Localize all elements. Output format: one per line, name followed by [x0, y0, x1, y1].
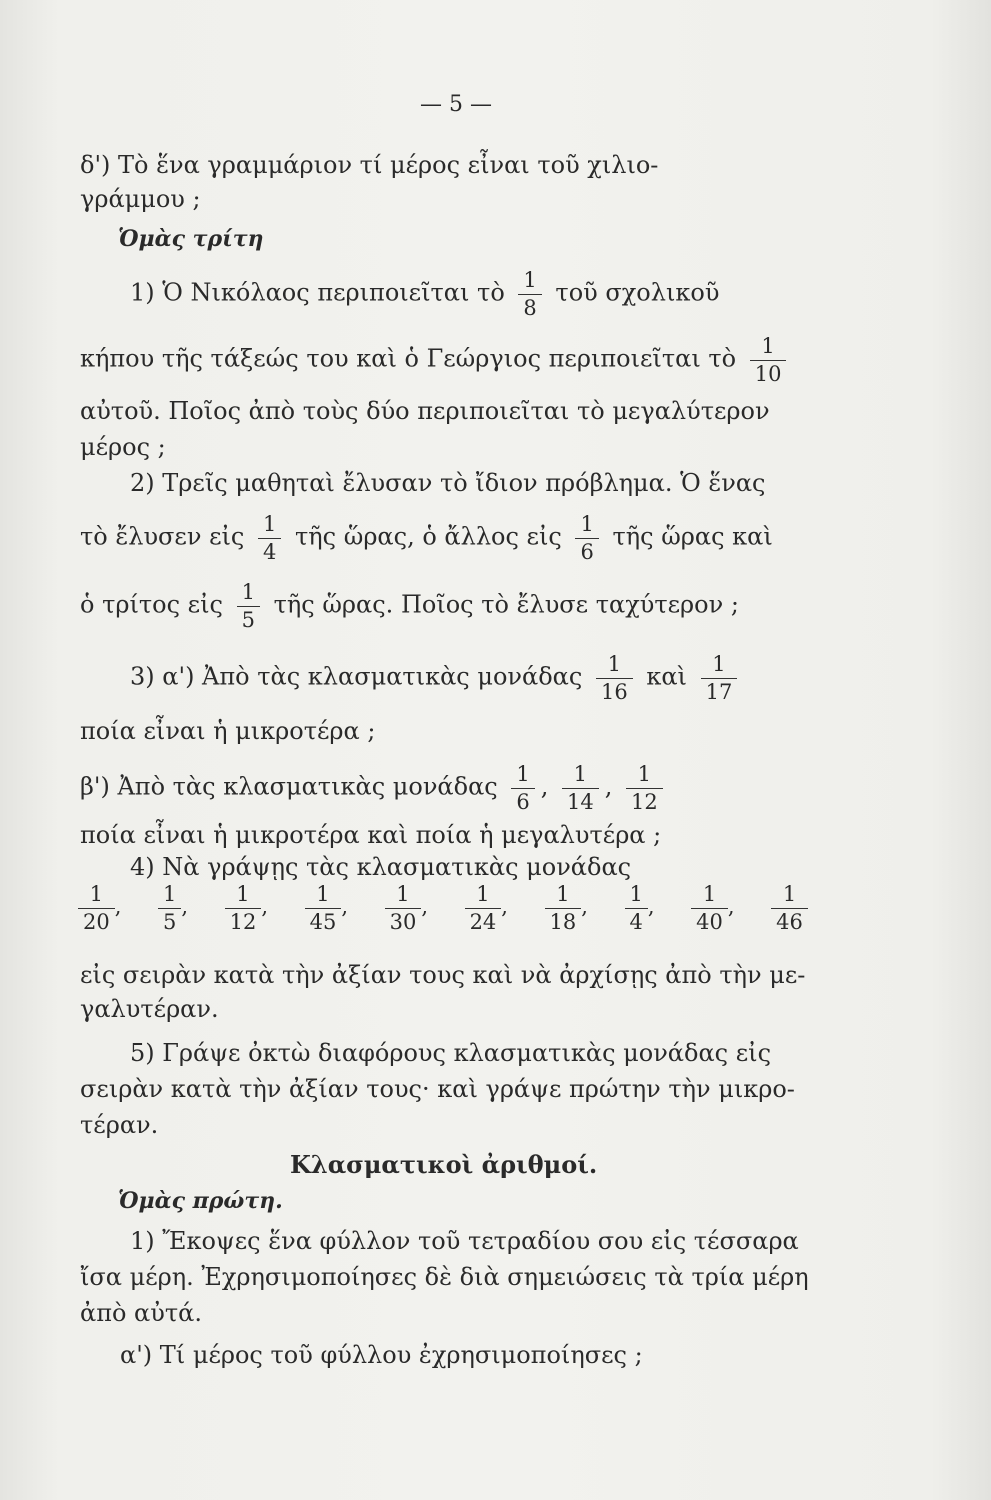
text-line: δ') Τὸ ἕνα γραμμάριον τί μέρος εἶναι τοῦ χιλιο- — [80, 151, 659, 179]
fraction: $\frac{1}{12}$ — [626, 762, 663, 814]
fraction: $\frac{1}{24}$ — [465, 882, 502, 934]
text-line: 4) Νὰ γράψῃς τὰς κλασματικὰς μονάδας — [130, 853, 632, 881]
fraction: $\frac{1}{14}$ — [562, 762, 599, 814]
fraction: $\frac{1}{12}$ — [225, 882, 262, 934]
group-heading: Ὁμὰς τρίτη — [118, 226, 264, 252]
fraction: $\frac{1}{6}$ — [575, 512, 598, 564]
fraction: $\frac{1}{4}$ — [625, 882, 648, 934]
fraction: $\frac{1}{5}$ — [158, 882, 181, 934]
fraction: $\frac{1}{40}$ — [691, 882, 728, 934]
text-line: εἰς σειρὰν κατὰ τὴν ἀξίαν τους καὶ νὰ ἀρχίσῃς ἀπὸ τὴν με- — [80, 961, 806, 989]
text-line: ποία εἶναι ἡ μικροτέρα καὶ ποία ἡ μεγαλυτέρα ; — [80, 821, 662, 849]
text-line: 5) Γράψε ὀκτὼ διαφόρους κλασματικὰς μονάδας εἰς — [130, 1039, 772, 1067]
text-line: ἀπὸ αὐτά. — [80, 1299, 202, 1327]
fraction: $\frac{1}{17}$ — [701, 652, 738, 704]
section-heading: Κλασματικοὶ ἀριθμοί. — [290, 1150, 598, 1179]
fraction: $\frac{1}{16}$ — [596, 652, 633, 704]
text-line: 2) Τρεῖς μαθηταὶ ἔλυσαν τὸ ἴδιον πρόβλημα. Ὁ ἕνας — [130, 469, 766, 497]
text-line: γαλυτέραν. — [80, 995, 219, 1023]
fraction: $\frac{1}{18}$ — [545, 882, 582, 934]
text-line: α') Τί μέρος τοῦ φύλλου ἐχρησιμοποίησες ; — [120, 1341, 643, 1369]
text-line: β') Ἀπὸ τὰς κλασματικὰς μονάδας $\frac{1}{6}$ , $\frac{1}{14}$ , $\frac{1}{12}$ — [80, 762, 669, 814]
fraction: $\frac{1}{45}$ — [305, 882, 342, 934]
fraction: $\frac{1}{6}$ — [511, 762, 534, 814]
group-heading: Ὁμὰς πρώτη. — [118, 1188, 283, 1214]
text-line: τὸ ἔλυσεν εἰς $\frac{1}{4}$ τῆς ὥρας, ὁ ἄλλος εἰς $\frac{1}{6}$ τῆς ὥρας καὶ — [80, 512, 773, 564]
fraction: $\frac{1}{46}$ — [771, 882, 808, 934]
fraction: $\frac{1}{8}$ — [518, 268, 541, 320]
text-line: κήπου τῆς τάξεώς του καὶ ὁ Γεώργιος περιποιεῖται τὸ $\frac{1}{10}$ — [80, 334, 792, 386]
text-line: σειρὰν κατὰ τὴν ἀξίαν τους· καὶ γράψε πρώτην τὴν μικρο- — [80, 1075, 795, 1103]
fraction-row: $\frac{1}{20}$ , $\frac{1}{5}$ , $\frac{1}{12}$ , $\frac{1}{45}$ , $\frac{1}{30}$ , $\frac{1}{24}$ , $\frac{1}{18}$ , $\frac{1}{4}$ , $\frac{1}{40}$ , $\frac{1}{46}$ — [78, 882, 808, 934]
text-line: ὁ τρίτος εἰς $\frac{1}{5}$ τῆς ὥρας. Ποῖος τὸ ἔλυσε ταχύτερον ; — [80, 580, 739, 632]
fraction: $\frac{1}{20}$ — [78, 882, 115, 934]
fraction: $\frac{1}{5}$ — [237, 580, 260, 632]
fraction: $\frac{1}{4}$ — [258, 512, 281, 564]
page-number: — 5 — — [420, 92, 492, 117]
text-line: ἴσα μέρη. Ἐχρησιμοποίησες δὲ διὰ σημειώσεις τὰ τρία μέρη — [80, 1263, 809, 1291]
text-line: μέρος ; — [80, 433, 166, 461]
text-line: 1) Ὁ Νικόλαος περιποιεῖται τὸ $\frac{1}{8}$ τοῦ σχολικοῦ — [130, 268, 720, 320]
text-line: ποία εἶναι ἡ μικροτέρα ; — [80, 717, 376, 745]
text-line: αὐτοῦ. Ποῖος ἀπὸ τοὺς δύο περιποιεῖται τὸ μεγαλύτερον — [80, 397, 770, 425]
fraction: $\frac{1}{30}$ — [385, 882, 422, 934]
text-line: τέραν. — [80, 1111, 159, 1139]
fraction: $\frac{1}{10}$ — [750, 334, 787, 386]
text-line: γράμμου ; — [80, 185, 201, 213]
text-line: 3) α') Ἀπὸ τὰς κλασματικὰς μονάδας $\frac{1}{16}$ καὶ $\frac{1}{17}$ — [130, 652, 743, 704]
text-line: 1) Ἔκοψες ἕνα φύλλον τοῦ τετραδίου σου εἰς τέσσαρα — [130, 1227, 799, 1255]
